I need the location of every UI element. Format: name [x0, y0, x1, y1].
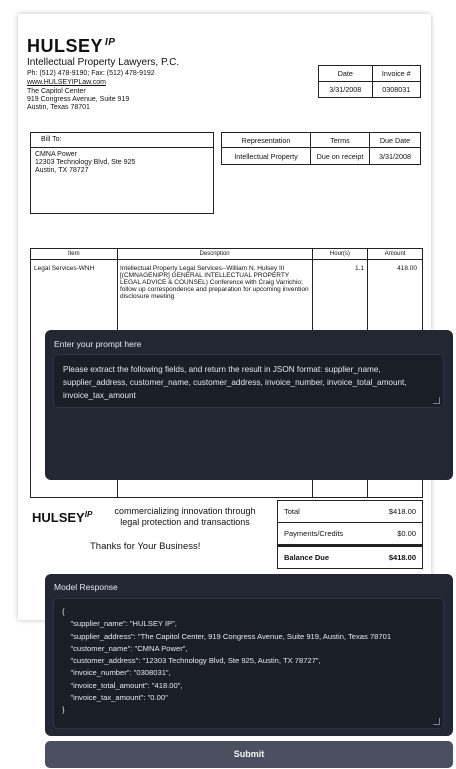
invoice-document [18, 14, 431, 620]
terms-header: Terms [311, 133, 370, 148]
amount-column-header: Amount [384, 251, 406, 257]
terms-value: Due on receipt [311, 148, 370, 165]
firm-logo: HULSEY $^{IP}$ [27, 36, 116, 56]
resize-handle-icon[interactable] [433, 397, 440, 404]
firm-address-line2: 919 Congress Avenue, Suite 919 [27, 96, 130, 103]
date-invoice-table [318, 65, 421, 98]
due-date-value: 3/31/2008 [370, 148, 421, 165]
due-date-header: Due Date [370, 133, 421, 148]
firm-website: www.HULSEYIPLaw.com [27, 79, 106, 86]
totals-box [277, 500, 423, 569]
prompt-panel [45, 330, 453, 480]
prompt-text: Please extract the following fields, and return the result in JSON format: supplier_name, supplier_address, customer_name, customer_address, invoice_number, invoice_total_amount, invoice_tax_amount [63, 365, 407, 400]
bill-to-street: 12303 Technology Blvd, Ste 925 [35, 159, 136, 166]
firm-name: Intellectual Property Lawyers, P.C. [27, 57, 180, 68]
item-column-header: Item [31, 249, 118, 259]
firm-phone-fax: Ph: (512) 478-9190; Fax: (512) 478-9192 [27, 70, 155, 77]
item-amount: 418.00 [397, 265, 417, 272]
balance-label: Balance Due [284, 553, 330, 562]
item-name: Legal Services-WNH [34, 265, 95, 272]
description-column-header: Description [118, 249, 313, 259]
item-description: Intellectual Property Legal Services--William N. Hulsey III [(CMNAGENIPR] GENERAL INTELLECTUAL PROPERTY LEGAL ADVICE & COUNSEL) Conference with Craig Varrichio; follow up correspondence and preparation for upcoming invention disclosure meeting [120, 265, 309, 300]
response-panel [45, 574, 453, 736]
bill-to-box [30, 132, 214, 214]
footer-tagline: commercializing innovation through legal protection and transactions [114, 506, 256, 527]
representation-value: Intellectual Property [222, 148, 311, 165]
invoice-number: 0308031 [372, 82, 420, 98]
representation-header: Representation [222, 133, 311, 148]
response-text: { "supplier_name": "HULSEY IP", "supplier_address": "The Capitol Center, 919 Congress Avenue, Suite 919, Austin, Texas 78701 "customer_name": "CMNA Power", "customer_address": "12303 Technology Blvd, Ste 925, Austin, TX 78727", "invoice_number": "0308031", "invoice_total_amount": "418.00", "invoice_tax_amount": "0.00" } [62, 607, 392, 715]
bill-to-city: Austin, TX 78727 [35, 167, 89, 174]
thanks-message: Thanks for Your Business! [90, 541, 201, 552]
hours-column-header: Hour(s) [313, 249, 369, 259]
response-textarea[interactable] [53, 598, 444, 729]
invoice-number-header: Invoice # [372, 66, 420, 82]
date-header: Date [319, 66, 373, 82]
submit-button[interactable]: Submit [45, 741, 453, 768]
representation-table [221, 132, 421, 165]
item-hours: 1.1 [354, 265, 364, 272]
resize-handle-icon[interactable] [433, 718, 440, 725]
bill-to-name: CMNA Power [35, 151, 78, 158]
prompt-textarea[interactable] [53, 354, 444, 408]
firm-address-line1: The Capitol Center [27, 88, 86, 95]
total-label: Total [284, 507, 300, 516]
firm-address-line3: Austin, Texas 78701 [27, 104, 90, 111]
payments-value: $0.00 [397, 529, 416, 538]
balance-value: $418.00 [388, 553, 416, 562]
payments-label: Payments/Credits [284, 529, 344, 538]
total-value: $418.00 [388, 507, 416, 516]
invoice-date: 3/31/2008 [319, 82, 373, 98]
response-title: Model Response [54, 582, 118, 592]
bill-to-label: Bill To: [31, 133, 213, 148]
footer-logo: $HULSEY^{IP}$ [32, 510, 93, 525]
prompt-title: Enter your prompt here [54, 339, 142, 349]
